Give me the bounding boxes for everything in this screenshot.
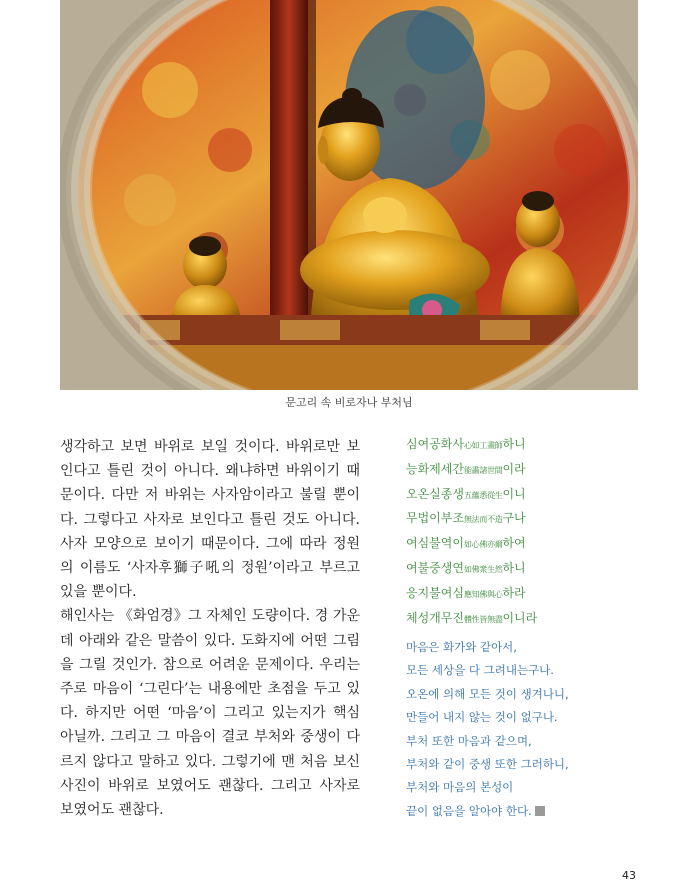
body-paragraph: 해인사는 《화엄경》그 자체인 도량이다. 경 가운데 아래와 같은 말씀이 있다. 도화지에 어떤 그림을 그릴 것인가. 참으로 어려운 문제이다. 우리는 주로 마음이 ‘그린다’는 내용에만 초점을 두고 있다. 하지만 어떤 ‘마음’이 그리고 있는지가 핵심 아닐까. 그리고 그 마음이 결코 부처와 중생이 다르지 않다고 말하고 있다. 그렇기에 맨 처음 보신 사진이 바위로 보였어도 괜찮다. 그리고 사자로 보였어도 괜찮다. — [60, 608, 360, 819]
verse-line: 여불중생연如佛衆生然하니 — [406, 560, 526, 575]
verse-line: 심여공화사心如工畫師하니 — [406, 437, 526, 451]
verse-line: 능화제세간能畵諸世間이라 — [406, 461, 526, 476]
translation-line: 부처와 마음의 본성이 — [406, 780, 514, 795]
verse-hanja: 如佛衆生然 — [463, 564, 503, 574]
body-paragraph: 생각하고 보면 바위로 보일 것이다. 바위로만 보인다고 틀린 것이 아니다. 왜냐하면 바위이기 때문이다. 다만 저 바위는 사자암이라고 불릴 뿐이다. 그렇다고 사자로 보인다고 틀린 것도 아니다. 사자 모양으로 보이기 때문이다. 그에 따라 정원의 이름도 ‘사자후獅子吼의 정원’이라고 부르고 있을 뿐이다. — [60, 439, 360, 601]
verse-hanja: 無法而不造 — [463, 515, 503, 525]
translation-last-text: 끝이 없음을 알아야 한다. — [406, 803, 532, 818]
body-text — [60, 435, 360, 822]
verse-hanja: 心如工畫師 — [463, 441, 503, 450]
verse-line: 무법이부조無法而不造구나 — [406, 511, 526, 526]
verse-line: 오온실종생五蘊悉從生이니 — [406, 486, 526, 501]
verse-hanja: 如心佛亦爾 — [463, 540, 503, 550]
translation-line — [406, 800, 646, 823]
photo-caption: 문고리 속 비로자나 부처님 — [285, 396, 413, 409]
verse-hanja: 應知佛與心 — [463, 589, 503, 599]
translation-line: 부처 또한 마음과 같으며, — [406, 733, 532, 748]
translation-line: 마음은 화가와 같아서, — [406, 640, 517, 654]
end-mark-icon — [535, 806, 545, 816]
translation-line: 부처와 같이 중생 또한 그러하니, — [406, 757, 569, 772]
verse-hanja: 能畵諸世間 — [463, 465, 503, 475]
verse-line: 체성개무진體性皆無盡이니라 — [406, 610, 538, 625]
buddha-photo-illustration — [60, 0, 638, 390]
verse-hanja: 五蘊悉從生 — [463, 490, 503, 500]
verse-translation — [406, 636, 646, 823]
verse-line: 여심불역이如心佛亦爾하여 — [406, 536, 526, 551]
page-number: 43 — [622, 869, 636, 882]
buddha-photo — [60, 0, 638, 390]
verse-hanja: 體性皆無盡 — [463, 614, 503, 624]
translation-line: 모든 세상을 다 그려내는구나. — [406, 663, 554, 678]
verse-line: 응지불여심應知佛與心하라 — [406, 585, 526, 600]
verse-original — [406, 433, 646, 631]
translation-line: 만들어 내지 않는 것이 없구나. — [406, 710, 558, 725]
translation-line: 오온에 의해 모든 것이 생겨나니, — [406, 686, 569, 701]
